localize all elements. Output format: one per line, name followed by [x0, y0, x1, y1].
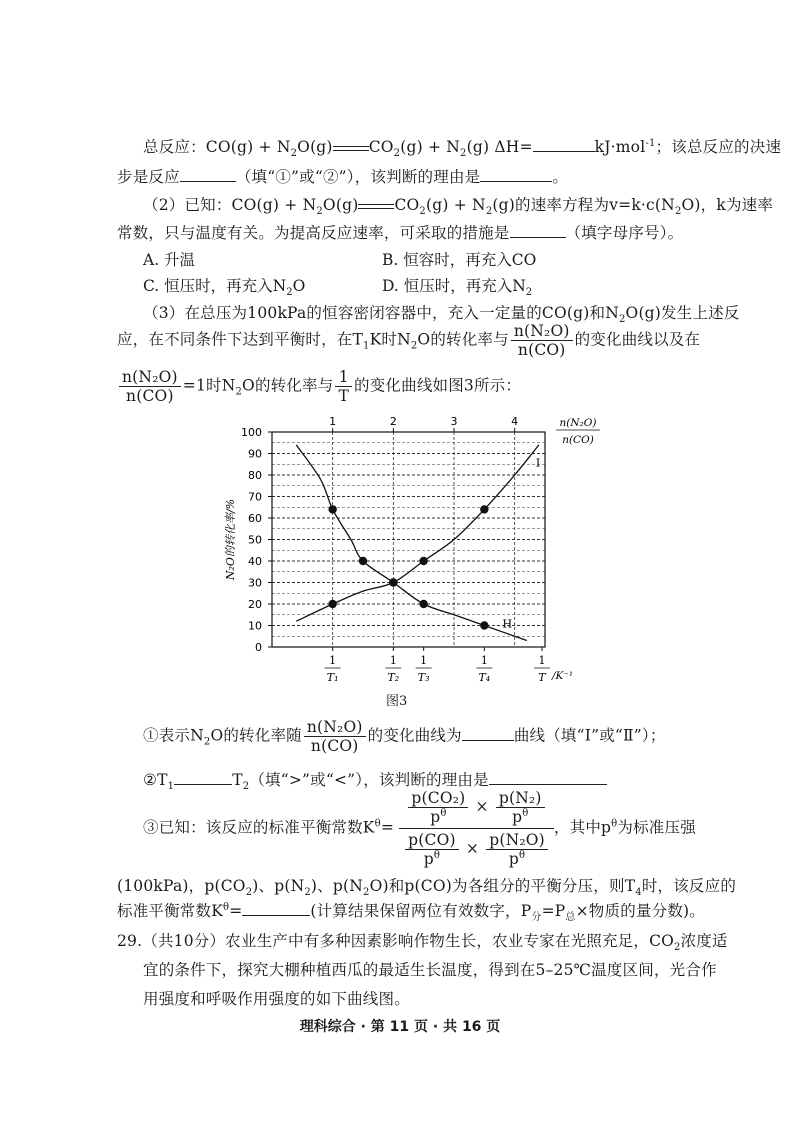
data-point — [389, 578, 397, 586]
equilibrium-arrow-icon — [333, 143, 369, 153]
answer-blank-reason[interactable] — [480, 167, 552, 182]
y-tick-label: 40 — [248, 555, 262, 568]
y-tick-label: 100 — [241, 426, 262, 439]
data-point — [328, 600, 336, 608]
bottom-tick-den: T₃ — [417, 671, 430, 682]
option-b[interactable]: B. 恒容时，再充入CO — [382, 251, 537, 269]
chart-points — [328, 505, 488, 630]
conversion-chart — [218, 412, 618, 682]
data-point — [419, 600, 427, 608]
top-axis-label-den: n(CO) — [562, 434, 594, 446]
y-tick-label: 0 — [255, 641, 262, 654]
chart-labels — [224, 415, 600, 682]
bottom-tick-den: T₁ — [326, 671, 339, 682]
text-line-q1: ①表示$N_2O$的转化率随 $\frac{\text{n(N₂O)}}{n(CO)}$ 的变化曲线为 曲线（填“I”或“Ⅱ”）； — [143, 718, 666, 755]
fraction-n2o-over-co: $\frac{\text{n(N₂O)}}{n(CO)}$ — [119, 368, 181, 405]
bottom-tick-num: 1 — [329, 654, 337, 667]
fraction-one-over-t: $\frac{1}{T}$ — [335, 368, 352, 405]
bottom-tick-num: 1 — [389, 654, 397, 667]
y-tick-label: 20 — [248, 598, 262, 611]
bottom-tick-num: 1 — [420, 654, 428, 667]
data-point — [419, 557, 427, 565]
y-tick-label: 30 — [248, 576, 262, 590]
figure-caption: 图3 — [386, 694, 408, 709]
data-point — [480, 621, 488, 629]
text-line-q3: ③已知：该反应的标准平衡常数$K^\theta=$ $\frac{\text{p(CO₂)}}{p^\theta}$ × $\frac{\text{p(N₂)}}{p^\theta}$ $\frac{p(CO)}{p^\theta}$ × $\frac{\text{p(N₂O)}}{p^\theta}$ ，其中$p^\theta$为标准压强 — [143, 789, 696, 868]
text-line-measures: 常数，只与温度有关。为提高反应速率，可采取的措施是 （填字母序号）。 — [117, 224, 684, 242]
top-tick-label: 3 — [450, 415, 458, 428]
top-tick-label: 1 — [329, 415, 337, 428]
answer-blank-curve[interactable] — [462, 726, 514, 741]
text-line-standard-k: 标准平衡常数$K^\theta=$ (计算结果保留两位有效数字，$P_分=P_总\times$物质的量分数)。 — [117, 901, 705, 924]
text-line-q29-2: 宜的条件下，探究大棚种植西瓜的最适生长温度，得到在5–25℃温度区间，光合作 — [143, 961, 717, 979]
y-tick-label: 80 — [248, 469, 262, 482]
curve-label-ii: H — [502, 617, 513, 631]
option-c[interactable]: C. 恒压时，再充入$N_2O$ — [143, 277, 306, 299]
standard-k-fraction: $\frac{\text{p(CO₂)}}{p^\theta}$ × $\frac{\text{p(N₂)}}{p^\theta}$ $\frac{p(CO)}{p^\theta}$ × $\frac{\text{p(N₂O)}}{p^\theta}$ — [399, 787, 554, 870]
y-tick-label: 60 — [248, 512, 262, 525]
text-line-rate-determining: 步是反应 （填“①”或“②”），该判断的理由是 。 — [117, 168, 569, 186]
answer-blank-step[interactable] — [180, 167, 236, 182]
curve-label-i: I — [535, 456, 541, 470]
bottom-tick-num: 1 — [538, 654, 546, 667]
answer-blank-reason2[interactable] — [489, 770, 607, 785]
y-tick-label: 70 — [248, 490, 262, 504]
data-point — [359, 557, 367, 565]
text-line-part3: （3）在总压为100kPa的恒容密闭容器中，充入一定量的CO(g)和$N_2O(g)$发生上述反 — [143, 304, 740, 326]
top-axis-label-num: n(N₂O) — [559, 417, 597, 429]
text-line-q29-1: 29.（共10分）农业生产中有多种因素影响作物生长，农业专家在光照充足，$CO_2$浓度适 — [117, 932, 728, 954]
y-tick-label: 10 — [248, 619, 262, 633]
bottom-axis-unit: /K⁻¹ — [551, 670, 574, 682]
answer-blank-compare[interactable] — [174, 770, 232, 785]
data-point — [480, 505, 488, 513]
text-line-rate-equation: （2）已知：$CO(g) + N_2O(g) CO_2(g) + N_2(g)$的速率方程为$v=k\cdot c(N_2O)$，k为速率 — [143, 196, 774, 218]
text-line-ratio-one: $\frac{\text{n(N₂O)}}{n(CO)}$ =1时$N_2O$的转化率与 $\frac{1}{T}$ 的变化曲线如图3所示： — [117, 368, 521, 405]
text-line-q2: $②T_1$ $T_2$（填“>”或“<”），该判断的理由是 — [143, 770, 607, 790]
y-tick-label: 90 — [248, 447, 262, 461]
top-tick-label: 2 — [389, 415, 397, 428]
text-line-conditions: 应，在不同条件下达到平衡时，在$T_1K$时$N_2O$的转化率与 $\frac{\text{n(N₂O)}}{n(CO)}$ 的变化曲线以及在 — [117, 322, 701, 359]
y-axis-label: N₂O的转化率/% — [224, 498, 237, 581]
curve-II — [296, 445, 527, 641]
bottom-tick-den: T₂ — [387, 671, 400, 682]
option-a[interactable]: A. 升温 — [143, 251, 196, 269]
bottom-tick-den: T₄ — [478, 671, 491, 682]
top-tick-label: 4 — [511, 415, 519, 428]
fraction-n2o-over-co: $\frac{\text{n(N₂O)}}{n(CO)}$ — [304, 718, 366, 755]
text-line-partial-pressure: (100kPa)，$p(CO_2)$、$p(N_2)$、$p(N_2O)$和p(CO)为各组分的平衡分压，则$T_4$时，该反应的 — [117, 877, 737, 899]
bottom-tick-den: T — [538, 671, 546, 682]
answer-blank-k[interactable] — [242, 901, 310, 916]
page-footer: 理科综合 · 第 11 页 · 共 16 页 — [299, 1019, 501, 1035]
answer-blank-dh[interactable] — [533, 137, 595, 152]
chart-grid — [272, 432, 545, 647]
text-line-q29-3: 用强度和呼吸作用强度的如下曲线图。 — [143, 990, 410, 1008]
equilibrium-arrow-icon — [358, 201, 394, 211]
bottom-tick-num: 1 — [480, 654, 488, 667]
answer-blank-measure[interactable] — [510, 223, 566, 238]
y-tick-label: 50 — [248, 533, 262, 547]
fraction-n2o-over-co: $\frac{\text{n(N₂O)}}{n(CO)}$ — [511, 322, 573, 359]
data-point — [328, 505, 336, 513]
option-d[interactable]: D. 恒压时，再充入$N_2$ — [382, 277, 533, 299]
text-line-total-reaction: 总反应：$CO(g) + N_2O(g) CO_2(g) + N_2(g)$ ΔH= kJ·mol$^{-1}$；该总反应的决速 — [143, 137, 782, 160]
